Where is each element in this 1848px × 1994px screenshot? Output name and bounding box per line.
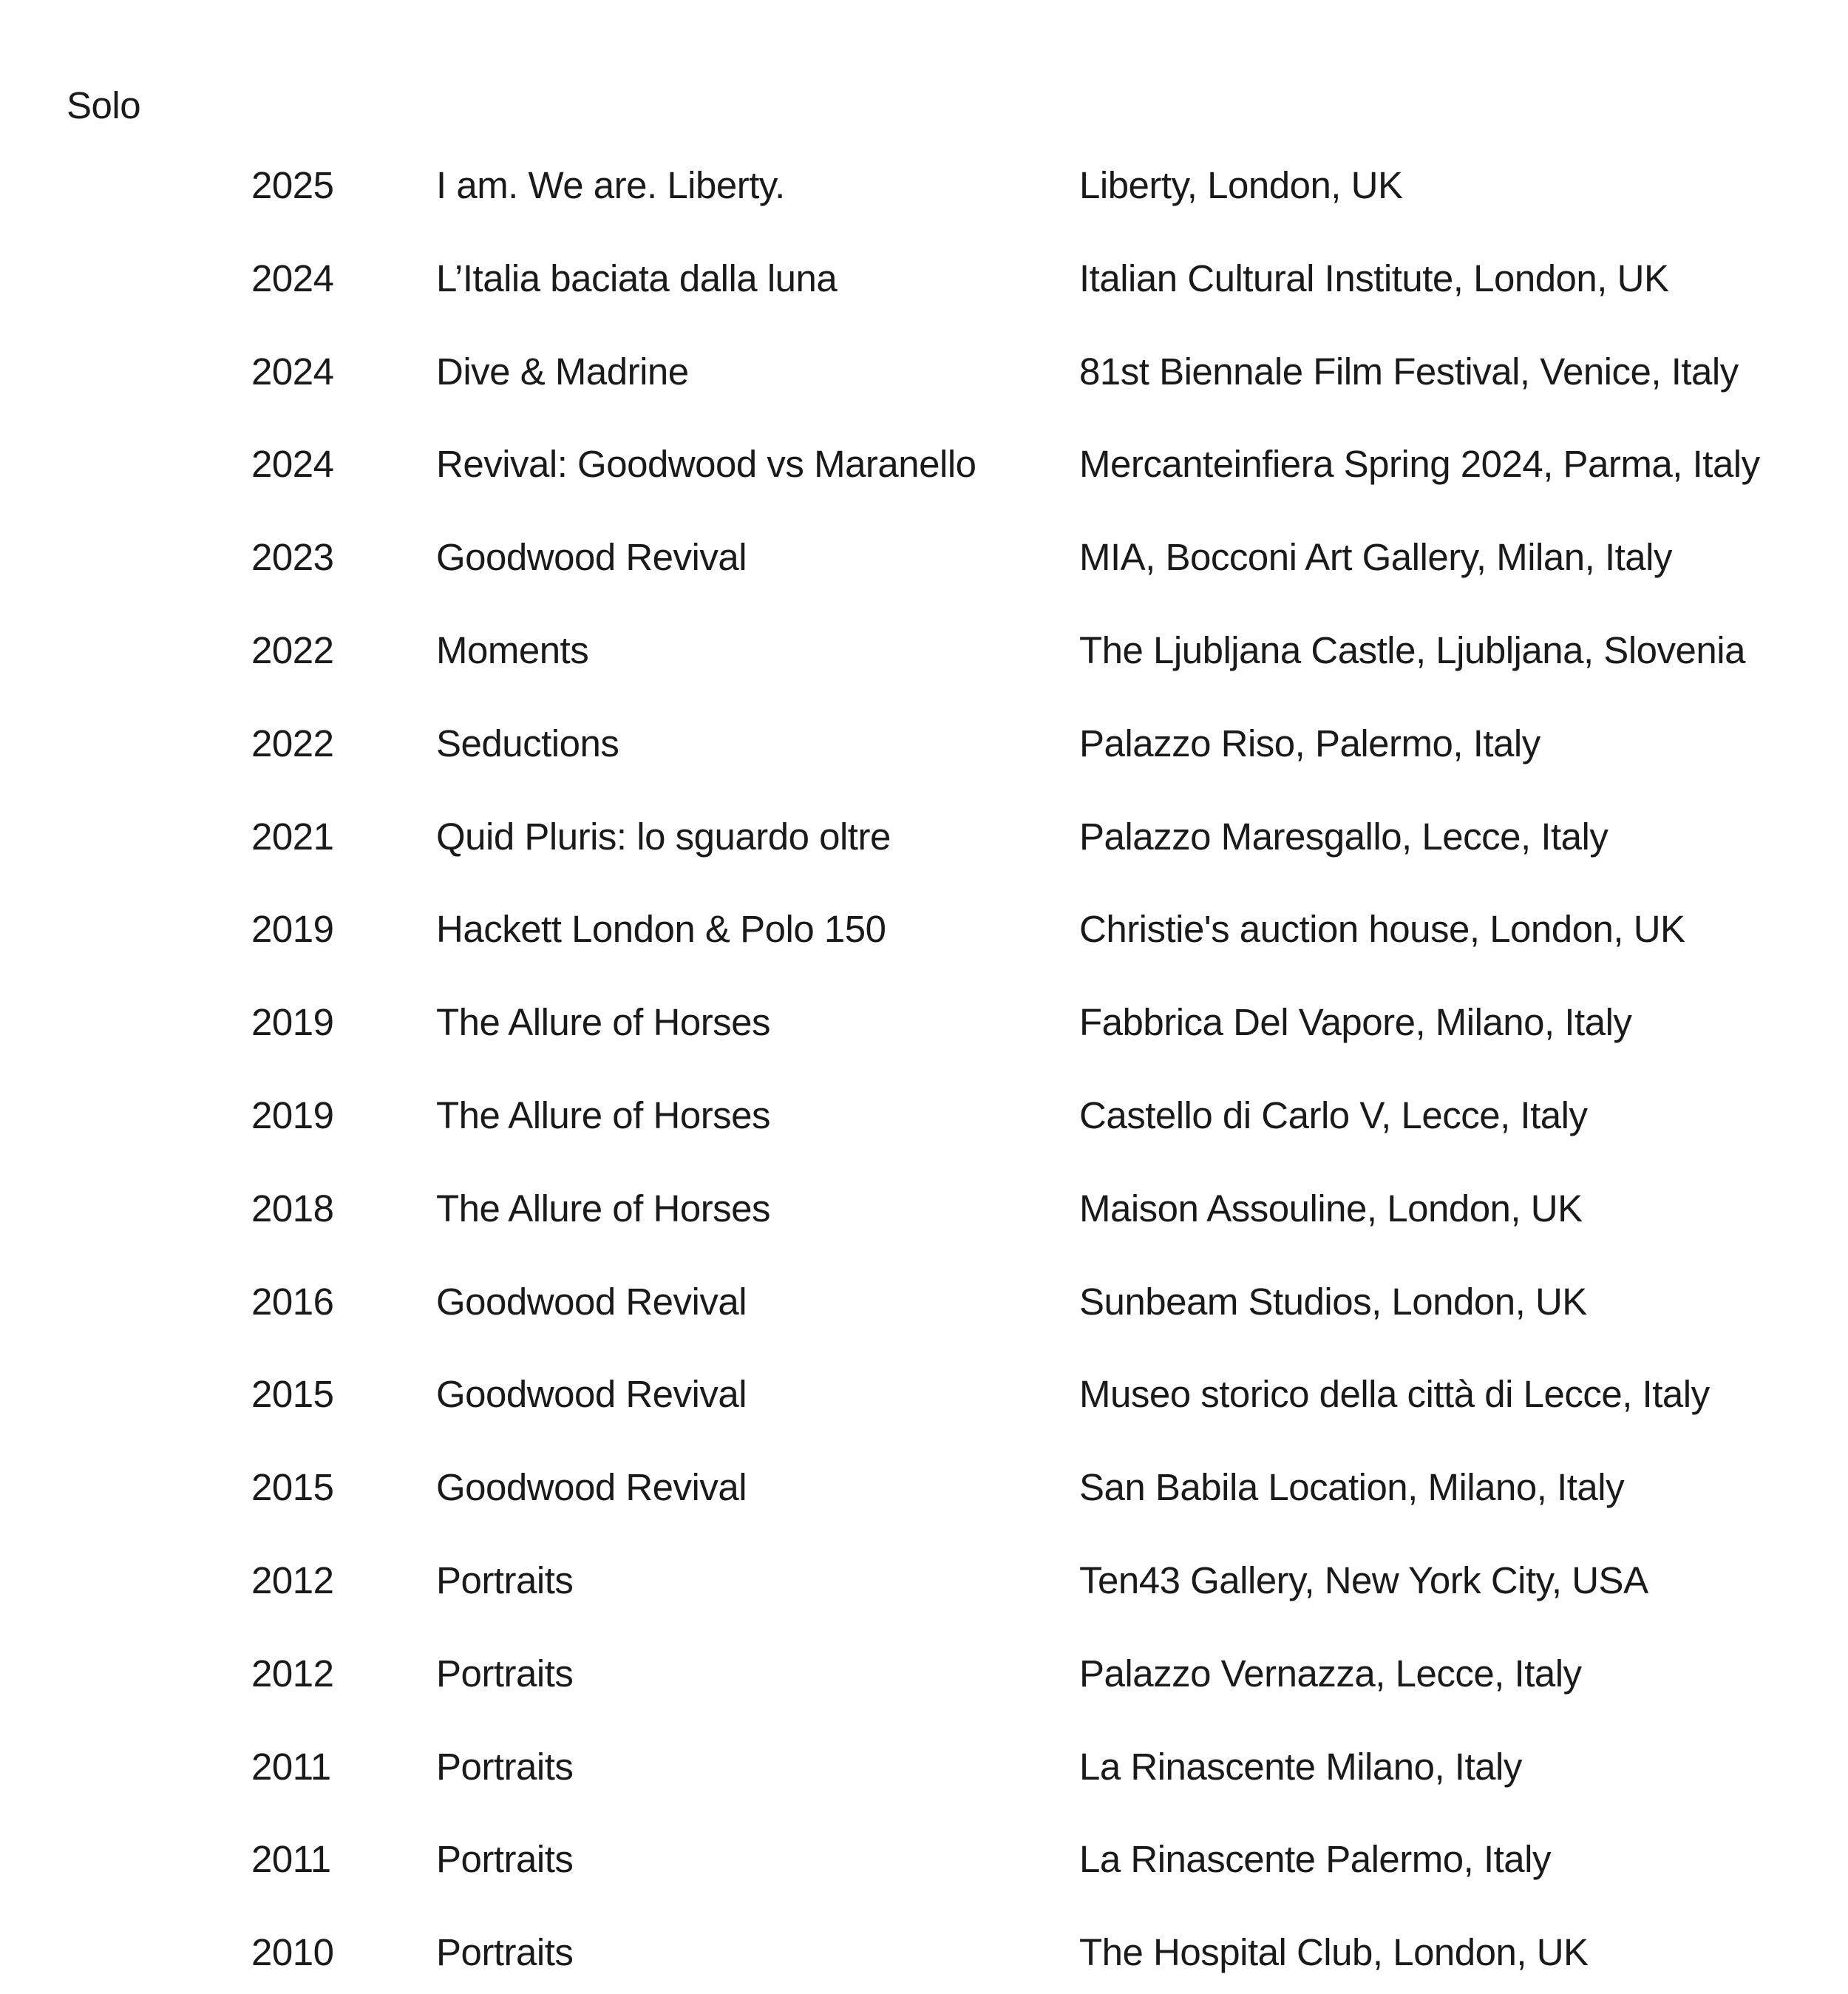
exhibition-title: The Allure of Horses	[436, 1187, 771, 1230]
exhibition-year: 2018	[251, 1187, 334, 1230]
exhibition-venue: La Rinascente Milano, Italy	[1079, 1746, 1522, 1788]
exhibition-venue: La Rinascente Palermo, Italy	[1079, 1838, 1551, 1880]
exhibition-year: 2024	[251, 443, 334, 485]
exhibition-row	[0, 440, 1848, 489]
exhibition-year: 2011	[251, 1746, 331, 1788]
exhibition-venue: Christie's auction house, London, UK	[1079, 908, 1685, 950]
exhibition-year: 2023	[251, 536, 334, 578]
exhibition-year: 2015	[251, 1466, 334, 1508]
exhibition-row	[0, 1370, 1848, 1419]
exhibition-venue: Museo storico della città di Lecce, Italy	[1079, 1373, 1710, 1415]
exhibition-title: Portraits	[436, 1652, 574, 1695]
exhibition-venue: The Hospital Club, London, UK	[1079, 1931, 1589, 1973]
exhibition-title: The Allure of Horses	[436, 1094, 771, 1136]
exhibition-title: The Allure of Horses	[436, 1001, 771, 1043]
exhibition-year: 2010	[251, 1931, 334, 1973]
exhibition-row	[0, 1184, 1848, 1233]
exhibition-venue: Sunbeam Studios, London, UK	[1079, 1281, 1587, 1323]
exhibition-title: Hackett London & Polo 150	[436, 908, 886, 950]
exhibition-row	[0, 1463, 1848, 1512]
exhibition-title: Portraits	[436, 1746, 574, 1788]
exhibition-row	[0, 1835, 1848, 1884]
exhibition-row	[0, 1649, 1848, 1698]
exhibition-venue: 81st Biennale Film Festival, Venice, Italy	[1079, 350, 1739, 393]
exhibition-title: Quid Pluris: lo sguardo oltre	[436, 815, 891, 858]
exhibition-venue: Castello di Carlo V, Lecce, Italy	[1079, 1094, 1588, 1136]
exhibition-year: 2025	[251, 164, 334, 206]
exhibition-year: 2019	[251, 1001, 334, 1043]
exhibition-title: Seductions	[436, 722, 619, 764]
exhibition-title: Portraits	[436, 1838, 574, 1880]
exhibition-title: Portraits	[436, 1559, 574, 1601]
exhibition-venue: Palazzo Vernazza, Lecce, Italy	[1079, 1652, 1582, 1695]
exhibition-title: Goodwood Revival	[436, 536, 747, 578]
exhibition-venue: MIA, Bocconi Art Gallery, Milan, Italy	[1079, 536, 1672, 578]
exhibition-title: Moments	[436, 629, 589, 671]
exhibition-venue: Fabbrica Del Vapore, Milano, Italy	[1079, 1001, 1632, 1043]
exhibition-title: I am. We are. Liberty.	[436, 164, 785, 206]
exhibition-title: L’Italia baciata dalla luna	[436, 257, 838, 299]
exhibition-venue: The Ljubljana Castle, Ljubljana, Slovenia	[1079, 629, 1745, 671]
exhibition-title: Portraits	[436, 1931, 574, 1973]
exhibition-row	[0, 254, 1848, 303]
exhibition-year: 2019	[251, 1094, 334, 1136]
exhibition-row	[0, 626, 1848, 675]
exhibition-title: Goodwood Revival	[436, 1281, 747, 1323]
exhibition-year: 2016	[251, 1281, 334, 1323]
exhibition-venue: Palazzo Maresgallo, Lecce, Italy	[1079, 815, 1608, 858]
exhibition-venue: Palazzo Riso, Palermo, Italy	[1079, 722, 1540, 764]
exhibition-venue: Mercanteinfiera Spring 2024, Parma, Italy	[1079, 443, 1760, 485]
exhibition-row	[0, 719, 1848, 768]
exhibition-row	[0, 1928, 1848, 1977]
exhibition-title: Goodwood Revival	[436, 1373, 747, 1415]
exhibition-row	[0, 1091, 1848, 1140]
exhibition-venue: Maison Assouline, London, UK	[1079, 1187, 1583, 1230]
exhibition-year: 2012	[251, 1559, 334, 1601]
exhibition-row	[0, 813, 1848, 861]
exhibition-title: Dive & Madrine	[436, 350, 689, 393]
exhibition-row	[0, 347, 1848, 396]
exhibition-year: 2019	[251, 908, 334, 950]
exhibition-venue: Ten43 Gallery, New York City, USA	[1079, 1559, 1648, 1601]
exhibition-year: 2024	[251, 350, 334, 393]
exhibition-row	[0, 1278, 1848, 1326]
exhibition-row	[0, 533, 1848, 582]
exhibition-row	[0, 905, 1848, 954]
exhibition-row	[0, 1556, 1848, 1605]
exhibition-venue: Liberty, London, UK	[1079, 164, 1403, 206]
exhibition-year: 2011	[251, 1838, 331, 1880]
exhibition-year: 2022	[251, 722, 334, 764]
exhibition-year: 2022	[251, 629, 334, 671]
section-title: Solo	[67, 84, 141, 126]
exhibition-year: 2015	[251, 1373, 334, 1415]
exhibition-title: Revival: Goodwood vs Maranello	[436, 443, 976, 485]
exhibition-title: Goodwood Revival	[436, 1466, 747, 1508]
exhibition-row	[0, 1743, 1848, 1791]
exhibition-row	[0, 161, 1848, 210]
exhibition-year: 2024	[251, 257, 334, 299]
exhibition-year: 2012	[251, 1652, 334, 1695]
exhibition-year: 2021	[251, 815, 334, 858]
exhibition-row	[0, 998, 1848, 1047]
exhibition-venue: Italian Cultural Institute, London, UK	[1079, 257, 1669, 299]
exhibition-venue: San Babila Location, Milano, Italy	[1079, 1466, 1625, 1508]
